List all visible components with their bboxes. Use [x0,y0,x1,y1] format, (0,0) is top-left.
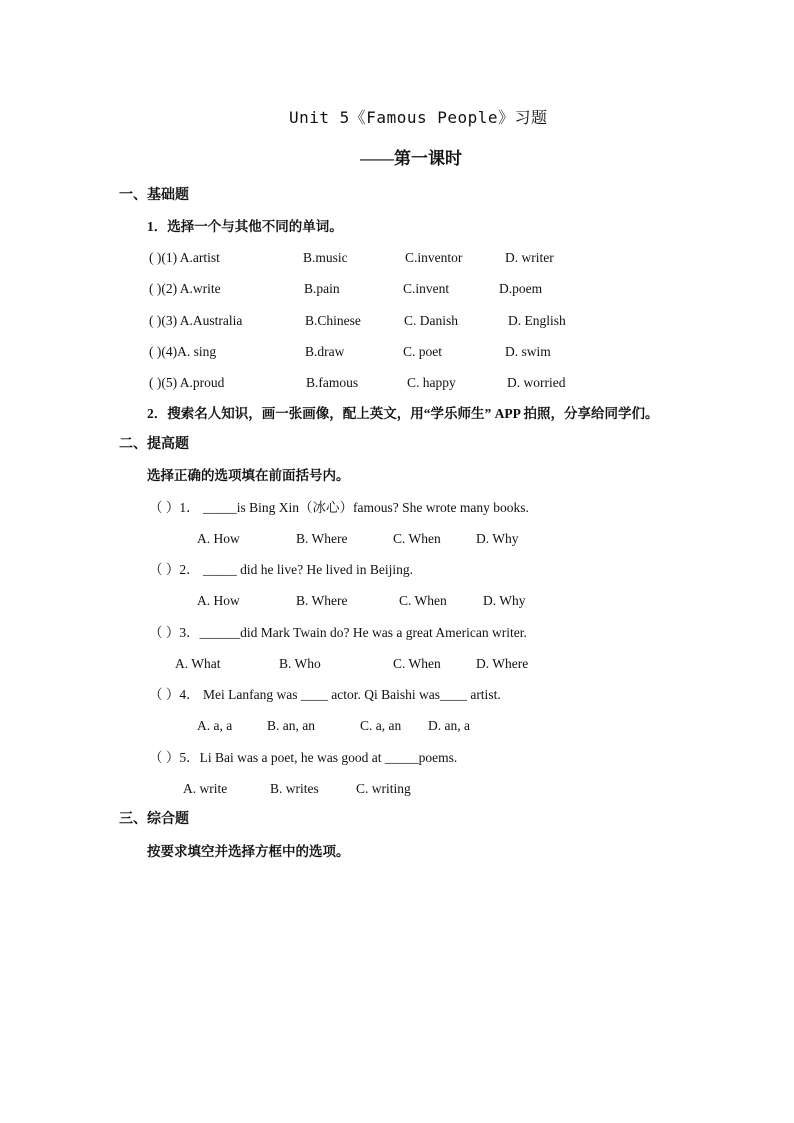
choice-option: C.invent [403,281,450,296]
choice-option: C. happy [407,375,456,390]
answer-option: A. How [197,531,240,546]
answer-option: D. Why [476,531,519,546]
choice-option: B.pain [304,281,340,296]
choice-option: D. English [508,313,566,328]
answer-option: B. writes [270,781,319,796]
choice-option: B.music [303,250,348,265]
choice-option: C. Danish [404,313,458,328]
answer-option: A. What [175,656,221,671]
question-stem: （ ）4． Mei Lanfang was ____ actor. Qi Baishi was____ artist. [149,687,501,702]
answer-option: C. When [399,593,447,608]
choice-option: D. swim [505,344,551,359]
choice-option: D. worried [507,375,566,390]
answer-option: A. write [183,781,228,796]
choice-option: B.draw [305,344,345,359]
question-stem: （ ）2． _____ did he live? He lived in Beijing. [149,562,413,577]
choice-option: B.Chinese [305,313,361,328]
answer-option: B. Who [279,656,321,671]
answer-option: D. Why [483,593,526,608]
choice-option: D.poem [499,281,543,296]
choice-row-num: ( )(4)A. sing [149,344,217,359]
answer-option: A. How [197,593,240,608]
answer-option: B. Where [296,593,348,608]
answer-option: D. Where [476,656,529,671]
choice-option: D. writer [505,250,554,265]
answer-option: B. Where [296,531,348,546]
choice-row-num: ( )(1) A.artist [149,250,220,265]
answer-option: A. a, a [197,718,233,733]
section-heading-advanced: 二、提高题 [119,437,189,452]
answer-option: C. writing [356,781,411,796]
section-heading-comprehensive: 三、综合题 [119,812,189,827]
page-subtitle: ——第一课时 [360,149,462,168]
choice-row-num: ( )(5) A.proud [149,375,225,390]
answer-option: C. a, an [360,718,402,733]
section-instruction: 选择正确的选项填在前面括号内。 [147,468,350,483]
section-heading-basic: 一、基础题 [119,188,189,203]
answer-option: C. When [393,656,441,671]
answer-option: D. an, a [428,718,470,733]
choice-row-num: ( )(2) A.write [149,281,221,296]
choice-row-num: ( )(3) A.Australia [149,313,243,328]
question-stem: （ ）1． _____is Bing Xin（冰心）famous? She wrote many books. [149,500,529,515]
choice-option: B.famous [306,375,359,390]
section-instruction: 按要求填空并选择方框中的选项。 [147,844,350,859]
question-stem: （ ）5．Li Bai was a poet, he was good at _____poems. [149,750,458,765]
question-instruction: 2．搜索名人知识，画一张画像，配上英文，用“学乐师生” APP 拍照，分享给同学们。 [147,406,659,421]
question-instruction: 1．选择一个与其他不同的单词。 [147,219,343,234]
page-title: Unit 5《Famous People》习题 [289,108,548,127]
choice-option: C.inventor [405,250,463,265]
answer-option: C. When [393,531,441,546]
answer-option: B. an, an [267,718,315,733]
question-stem: （ ）3．______did Mark Twain do? He was a great American writer. [149,625,527,640]
choice-option: C. poet [403,344,442,359]
